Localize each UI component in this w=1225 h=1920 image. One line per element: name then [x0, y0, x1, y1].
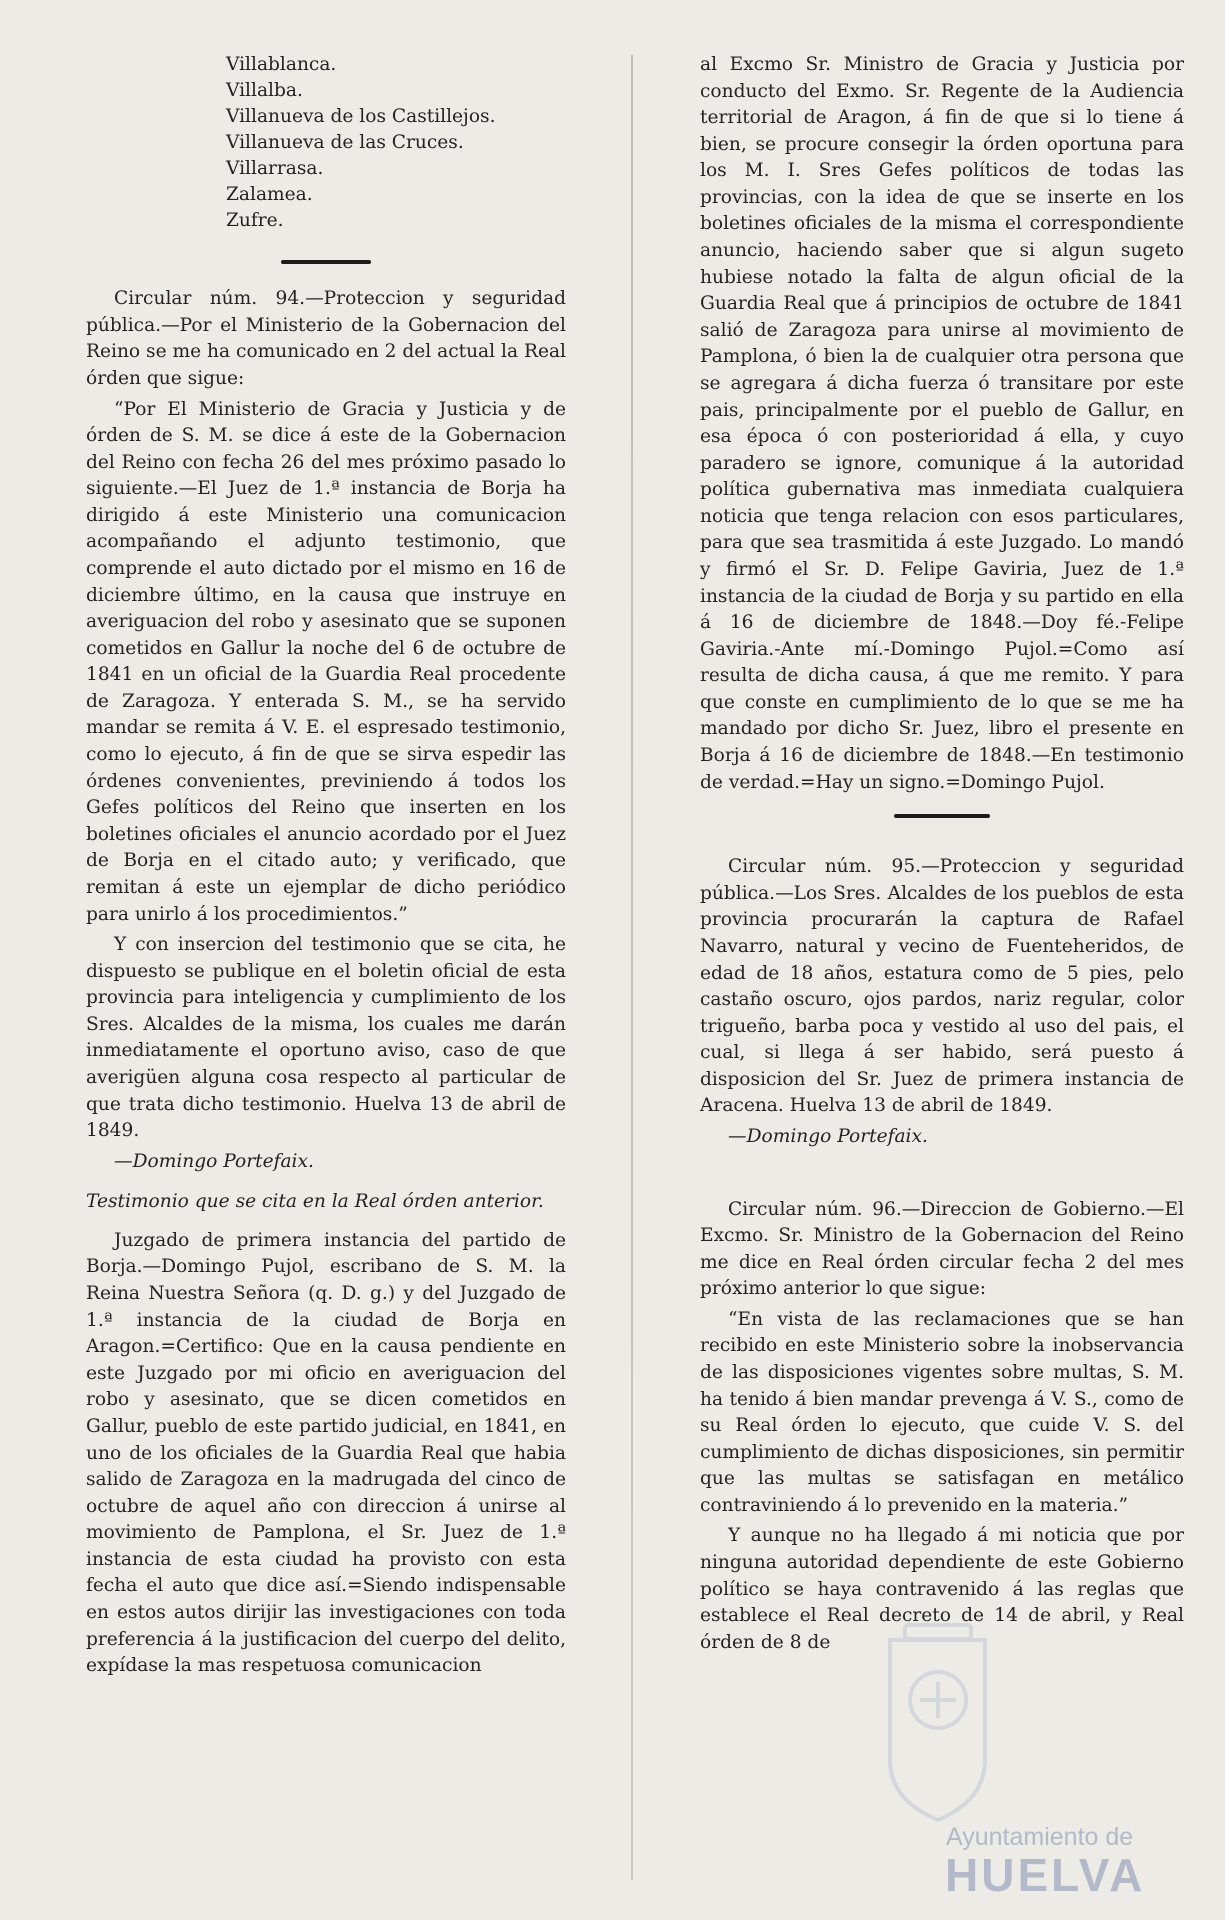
list-item: Villarrasa.: [226, 158, 324, 180]
watermark-line-1: Ayuntamiento de: [946, 1823, 1134, 1851]
cross-icon: [920, 1682, 956, 1718]
testimonio-text: Juzgado de primera instancia del partido de Borja.—Domingo Pujol, escribano de S. M. la Reina Nuestra Señora (q. D. g.) y del Juzgado de 1.ª instancia de la ciudad de Borja en Aragon.=Certifico: Que en la causa pendiente en este Juzgado por mi oficio en averiguacion del robo y asesinato, que se dicen cometidos en Gallur, pueblo de este partido judicial, en 1841, en uno de los oficiales de la Guardia Real que habia salido de Zaragoza en la madrugada del cinco de octubre de aquel año con direccion á unirse al movimiento de Pamplona, el Sr. Juez de 1.ª instancia de esta ciudad ha provisto con esta fecha el auto que dice así.=Siendo indispensable en estos autos dirijir las investigaciones con toda preferencia á la justificacion del cuerpo del delito, expídase la mas respetuosa comunicacion: [86, 1229, 566, 1677]
section-divider: [281, 260, 371, 264]
circular-95-text: Circular núm. 95.—Proteccion y seguridad pública.—Los Sres. Alcaldes de los pueblos de esta provincia procurarán la captura de Rafael Navarro, natural y vecino de Fuenteheridos, de edad de 18 años, estatura como de 5 pies, pelo castaño oscuro, ojos pardos, nariz regular, color trigueño, barba poca y vestido al uso del pais, el cual, si llega á ser habido, será puesto á disposicion del Sr. Juez de primera instancia de Aracena. Huelva 13 de abril de 1849.: [700, 856, 1184, 1117]
circular-94-quote: “Por El Ministerio de Gracia y Justicia y de órden de S. M. se dice á este de la Gobernacion del Reino con fecha 26 del mes próximo pasado lo siguiente.—El Juez de 1.ª instancia de Borja ha dirigido á este Ministerio una comunicacion acompañando el adjunto testimonio, que comprende el auto dictado por el mismo en 16 de diciembre último, en la causa que instruye en averiguacion del robo y asesinato que se suponen cometidos en Gallur la noche del 6 de octubre de 1841 en un oficial de la Guardia Real procedente de Zaragoza. Y enterada S. M., se ha servido mandar se remita á V. E. el espresado testimonio, como lo ejecuto, á fin de que se sirva espedir las órdenes convenientes, previniendo á todos los Gefes políticos del Reino que inserten en los boletines oficiales el anuncio acordado por el Juez de Borja en el citado auto; y verificado, que remitan á este un ejemplar de dicho periódico para unirlo á los procedimientos.”: [86, 398, 566, 925]
right-column: [700, 52, 1184, 1660]
signature: —Domingo Portefaix.: [114, 1150, 314, 1172]
circular-94-disposition: Y con insercion del testimonio que se cita, he dispuesto se publique en el boletin oficial de esta provincia para inteligencia y cumplimiento de los Sres. Alcaldes de la misma, los cuales me darán inmediatamente el oportuno aviso, caso de que averigüen alguna cosa respecto al particular de que trata dicho testimonio. Huelva 13 de abril de 1849.: [86, 934, 566, 1142]
list-item: Villalba.: [226, 80, 303, 102]
section-divider: [894, 814, 990, 818]
left-column: [86, 52, 566, 1684]
list-item: Villanueva de los Castillejos.: [226, 106, 496, 128]
signature: —Domingo Portefaix.: [728, 1125, 928, 1147]
circular-94-intro: Circular núm. 94.—Proteccion y seguridad pública.—Por el Ministerio de la Gobernacion del Reino se me ha comunicado en 2 del actual la Real órden que sigue:: [86, 288, 566, 389]
testimonio-heading: Testimonio que se cita en la Real órden anterior.: [86, 1191, 544, 1213]
list-item: Villanueva de las Cruces.: [226, 132, 464, 154]
circular-96-intro: Circular núm. 96.—Direccion de Gobierno.—El Excmo. Sr. Ministro de la Gobernacion del Reino me dice en Real órden circular fecha 2 del mes próximo anterior lo que sigue:: [700, 1198, 1184, 1300]
spacer: [700, 1155, 1184, 1197]
town-list: [226, 52, 566, 234]
list-item: Zufre.: [226, 210, 284, 232]
testimonio-continuation: al Excmo Sr. Ministro de Gracia y Justicia por conducto del Exmo. Sr. Regente de la Audiencia territorial de Aragon, á fin de que si lo tiene á bien, se procure consegir la órden oportuna para los M. I. Sres Gefes políticos de todas las provincias, con la idea de que se inserte en los boletines oficiales de la misma el correspondiente anuncio, haciendo saber que si algun sugeto hubiese notado la falta de algun oficial de la Guardia Real que á principios de octubre de 1841 salió de Zaragoza para unirse al movimiento de Pamplona, ó bien la de cualquier otra persona que se agregara á dicha fuerza ó transitare por este pais, principalmente por el pueblo de Gallur, en esa época ó con posterioridad á ella, y cuyo paradero se ignore, comunique á la autoridad política gubernativa mas inmediata cualquiera noticia que tenga relacion con esos particulares, para que sea trasmitida á este Juzgado. Lo mandó y firmó el Sr. D. Felipe Gaviria, Juez de 1.ª instancia de la ciudad de Borja y su partido en ella á 16 de diciembre de 1848.—Doy fé.-Felipe Gaviria.-Ante mí.-Domingo Pujol.=Como así resulta de dicha causa, á que me remito. Y para que conste en cumplimiento de lo que se me ha mandado por dicho Sr. Juez, libro el presente en Borja á 16 de diciembre de 1848.—En testimonio de verdad.=Hay un signo.=Domingo Pujol.: [700, 54, 1184, 793]
crown-icon: [905, 1625, 971, 1639]
shield-icon: [890, 1640, 985, 1820]
watermark-line-2: HUELVA: [945, 1849, 1146, 1901]
list-item: Villablanca.: [226, 54, 337, 75]
list-item: Zalamea.: [226, 184, 313, 206]
circular-96-continuation: Y aunque no ha llegado á mi noticia que por ninguna autoridad dependiente de este Gobierno político se haya contravenido á las reglas que establece el Real decreto de 14 de abril, y Real órden de 8 de: [700, 1525, 1184, 1653]
column-divider: [631, 55, 633, 1880]
circular-96-quote: “En vista de las reclamaciones que se han recibido en este Ministerio sobre la inobservancia de las disposiciones vigentes sobre multas, S. M. ha tenido á bien mandar prevenga á V. S., como de su Real órden lo ejecuto, que cuide V. S. del cumplimiento de dichas disposiciones, sin permitir que las multas se satisfagan en metálico contraviniendo á lo prevenido en la materia.”: [700, 1308, 1184, 1516]
